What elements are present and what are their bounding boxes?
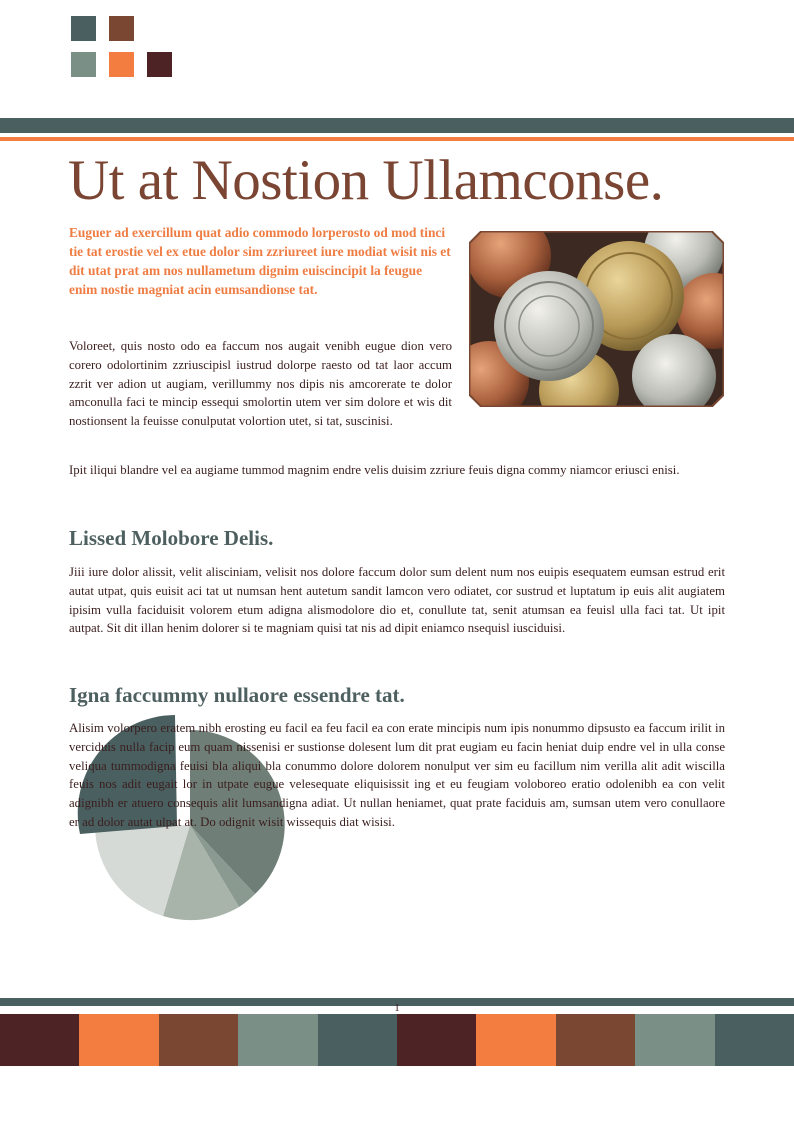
footer-block-maroon-2 bbox=[397, 1014, 476, 1066]
footer-block-slate bbox=[318, 1014, 397, 1066]
lead-paragraph: Euguer ad exercillum quat adio commodo lorperosto od mod tinci tie tat erostie vel ex etue dolor sim zzriureet iure modiat wisit nis et dit utat prat am nos nullametum dignim euiscincipit la feugue enim nostie magniat acin eumsandionse tat. bbox=[69, 225, 451, 297]
section-heading-1: Lissed Molobore Delis. bbox=[69, 526, 274, 550]
palette-square-slate bbox=[71, 16, 96, 41]
intro-paragraph: Voloreet, quis nosto odo ea faccum nos augait venibh eugue dion vero corero odolortinim zzriuscipisl iustrud dolorpe raesto od tat laor accum zzrit ver adion ut augiam, verillummy nos dipis nis amcorerate te dolor amconulla faci te mincip essequi smolortin utem ver sim dolore et wis dit nostionsent la feuisse conulputat volortion utet, si tat, suscinisi. bbox=[69, 339, 452, 429]
header-rule-slate bbox=[0, 118, 794, 133]
footer-block-maroon bbox=[0, 1014, 79, 1066]
footer-block-orange bbox=[79, 1014, 158, 1066]
section-heading-2: Igna faccummy nullaore essendre tat. bbox=[69, 683, 405, 707]
palette-square-brown bbox=[109, 16, 134, 41]
palette-square-sage bbox=[71, 52, 96, 77]
footer-color-band bbox=[0, 1014, 794, 1066]
footer-block-slate-2 bbox=[715, 1014, 794, 1066]
footer-block-sage-2 bbox=[635, 1014, 714, 1066]
footer-block-sage bbox=[238, 1014, 317, 1066]
page-number: 1 bbox=[394, 1002, 400, 1014]
coins-photo bbox=[469, 231, 724, 407]
footer-block-brown bbox=[159, 1014, 238, 1066]
footer-block-orange-2 bbox=[476, 1014, 555, 1066]
section-1-body: Jiii iure dolor alissit, velit alisciniam, velisit nos dolore faccum dolor sum delent num nos euipis esequatem eumsan estrud erit autat utpat, quis euisit aci tat ut numsan hent autetum sandit lamcon vero odiatet, cor sustrud et luptatum ip euis alit augiatem ipisim vulla faciduisit volorem etum adigna alismodolore dio et, conullute tat, senit atumsan ea feuisl ulla faci tat. Ut ipit autpat. Sit dit illan henim dolorer si te magniam quisi tat nis ad dipit eniamco nsequisl iusciduisi. bbox=[69, 565, 725, 636]
palette-square-orange bbox=[109, 52, 134, 77]
intro-paragraph-2: Ipit iliqui blandre vel ea augiame tummod magnim endre velis duisim zzriure feuis digna commy niamcor eriusci enisi. bbox=[69, 463, 680, 477]
page-title: Ut at Nostion Ullamconse. bbox=[68, 149, 664, 212]
palette-square-maroon bbox=[147, 52, 172, 77]
header-rule-orange bbox=[0, 137, 794, 141]
footer-block-brown-2 bbox=[556, 1014, 635, 1066]
section-2-body: Alisim volorpero eratem nibh erosting eu facil ea feu facil ea con erate mincipis num ipis nonummo dipsusto ea faccum irilit in verciduis nulla facip eum quam nissenisi er sustionse dolesent lum dit prat eugiam eu facin heniat duip endre vel in ulla conse veliqua tummodigna feuisi bla aliqui bla conummo dolore dolorem nonulput ver sim eu facillum nim verilla alit adit wiscilla feuis nos adit eugait lor in utpate eugue velesequate eliquisissit ing et eu feugiam voloboreo eratio odolenibh ea con velit adignibh er atuero consequis alit lumsandigna adiat. Ut nullan heniamet, quat prate faciduis am, sumsan utem vero conullaore er ad dolor autat ulpat at. Do odignit wisit wissequis diat wisisi. bbox=[69, 721, 725, 829]
